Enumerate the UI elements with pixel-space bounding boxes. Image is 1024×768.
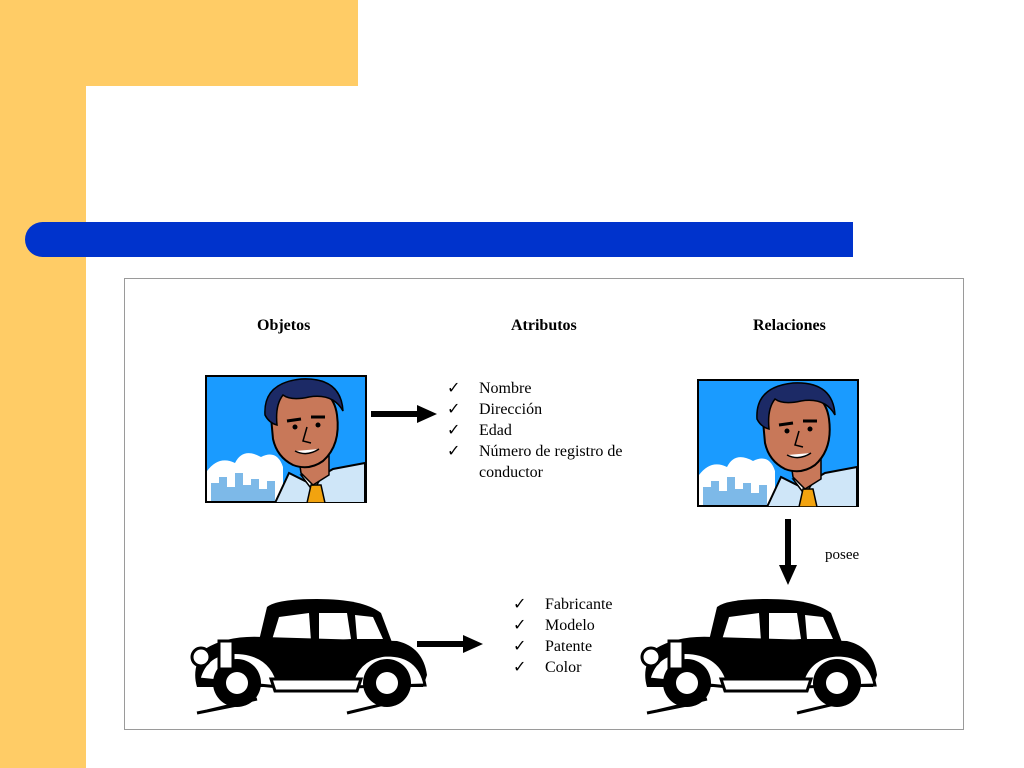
slide-orange-side-band [0, 0, 86, 768]
check-mark-icon: ✓ [513, 659, 527, 676]
list-item [513, 636, 613, 657]
attribute-label: Fabricante [545, 596, 613, 613]
check-mark-icon: ✓ [513, 638, 527, 655]
check-mark-icon: ✓ [447, 380, 461, 397]
list-item [513, 657, 613, 678]
arrow-right-icon [417, 635, 483, 653]
check-mark-icon: ✓ [447, 443, 461, 460]
list-item [447, 420, 623, 441]
heading-objects: Objetos [257, 317, 311, 334]
check-mark-icon: ✓ [447, 401, 461, 418]
list-item-continuation [447, 462, 623, 483]
list-item [447, 441, 623, 462]
attribute-label: Número de registro de [479, 443, 623, 460]
attribute-label: Dirección [479, 401, 543, 418]
vintage-car-icon [637, 595, 885, 715]
diagram-figure [124, 278, 964, 730]
attribute-label: conductor [479, 464, 543, 481]
person-portrait-icon [205, 375, 367, 503]
arrow-right-icon [371, 405, 437, 423]
list-item [447, 378, 623, 399]
check-mark-icon: ✓ [447, 422, 461, 439]
arrow-down-icon [779, 519, 797, 585]
heading-relations: Relaciones [753, 317, 826, 334]
list-item [513, 615, 613, 636]
relation-label: posee [825, 547, 860, 563]
list-item [447, 399, 623, 420]
check-mark-icon: ✓ [513, 617, 527, 634]
attribute-label: Nombre [479, 380, 532, 397]
person-portrait-icon [697, 379, 859, 507]
check-mark-icon: ✓ [513, 596, 527, 613]
person-attributes-list [447, 378, 623, 483]
attribute-label: Edad [479, 422, 512, 439]
attribute-label: Modelo [545, 617, 595, 634]
car-attributes-list [513, 594, 613, 678]
attribute-label: Color [545, 659, 582, 676]
attribute-label: Patente [545, 638, 593, 655]
slide-title-bar [25, 222, 853, 257]
slide-orange-top-band [0, 0, 358, 86]
vintage-car-icon [187, 595, 435, 715]
heading-attributes: Atributos [511, 317, 577, 334]
list-item [513, 594, 613, 615]
